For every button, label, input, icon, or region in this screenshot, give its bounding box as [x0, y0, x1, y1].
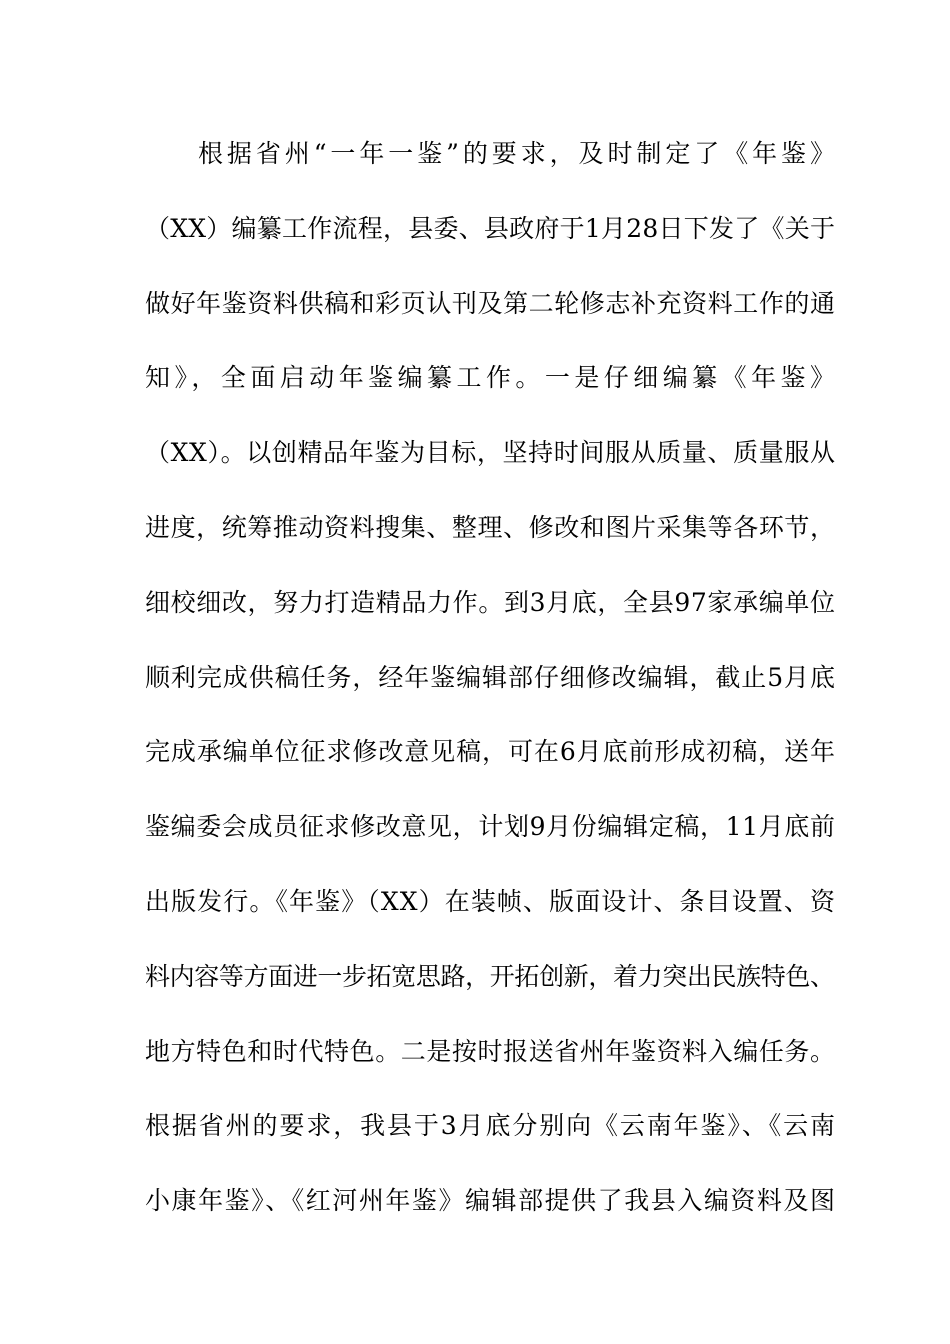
text-line: 进度，统筹推动资料搜集、整理、修改和图片采集等各环节，	[145, 512, 836, 542]
text-line: 根据省州的要求，我县于3月底分别向《云南年鉴》、《云南	[145, 1111, 837, 1141]
text-line: （XX）。以创精品年鉴为目标，坚持时间服从质量、质量服从	[145, 438, 836, 468]
text-line: 细校细改，努力打造精品力作。到3月底，全县97家承编单位	[145, 587, 836, 617]
text-line: 顺利完成供稿任务，经年鉴编辑部仔细修改编辑，截止5月底	[145, 662, 836, 692]
text-line: （XX）编纂工作流程，县委、县政府于1月28日下发了《关于	[145, 213, 836, 243]
text-line: 料内容等方面进一步拓宽思路，开拓创新，着力突出民族特色、	[145, 961, 835, 991]
text-line: 知》，全面启动年鉴编纂工作。一是仔细编纂《年鉴》	[145, 363, 840, 393]
text-line: 地方特色和时代特色。二是按时报送省州年鉴资料入编任务。	[145, 1036, 836, 1066]
text-line: 鉴编委会成员征求修改意见，计划9月份编辑定稿，11月底前	[145, 812, 836, 842]
text-line: 小康年鉴》、《红河州年鉴》编辑部提供了我县入编资料及图	[145, 1186, 837, 1216]
text-line: 做好年鉴资料供稿和彩页认刊及第二轮修志补充资料工作的通	[145, 288, 836, 318]
text-line: 出版发行。《年鉴》（XX）在装帧、版面设计、条目设置、资	[145, 886, 837, 916]
body-paragraph	[145, 132, 840, 1254]
text-line: 根据省州“一年一鉴”的要求，及时制定了《年鉴》	[198, 139, 839, 168]
text-line: 完成承编单位征求修改意见稿，可在6月底前形成初稿，送年	[145, 737, 836, 767]
